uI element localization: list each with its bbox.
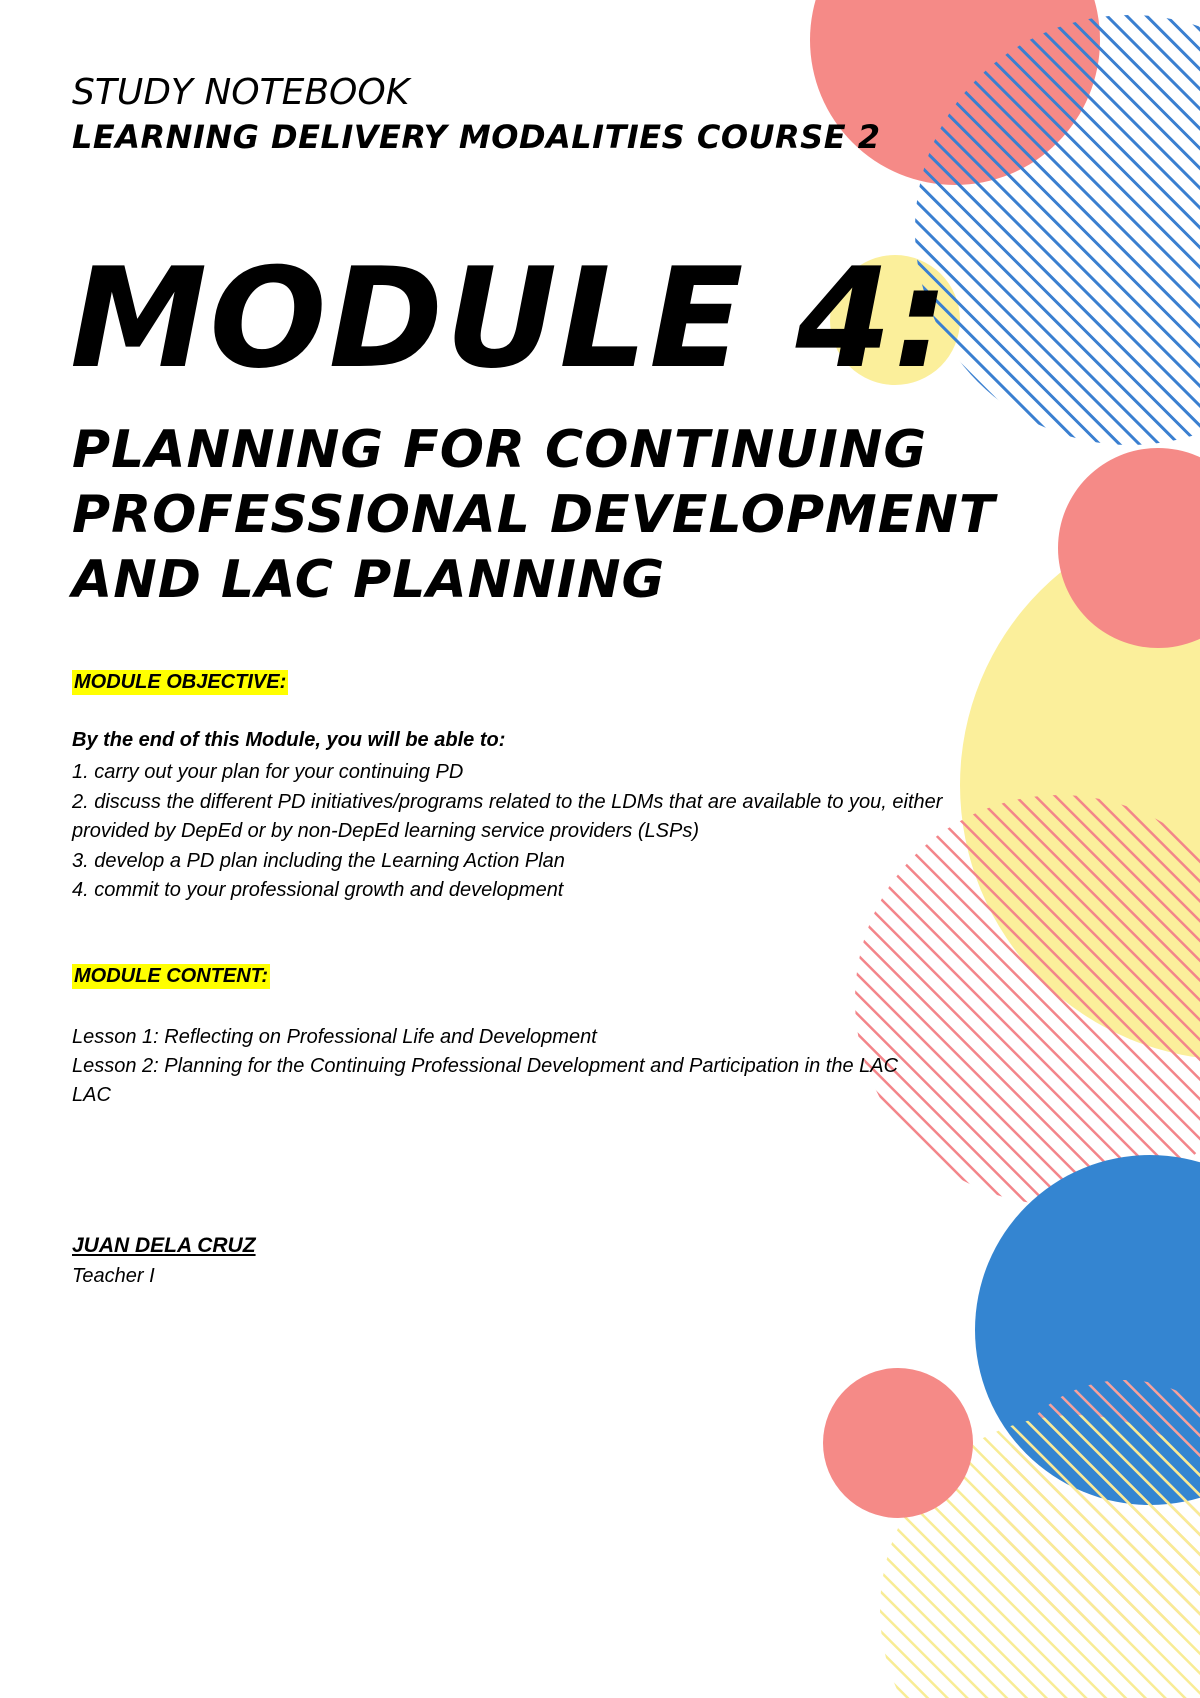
- notebook-label: STUDY NOTEBOOK: [72, 72, 410, 113]
- lesson-list: [72, 1023, 898, 1110]
- content-heading: MODULE CONTENT:: [74, 965, 269, 987]
- list-item: 4. commit to your professional growth and development: [72, 879, 564, 901]
- list-item: 2. discuss the different PD initiatives/programs related to the LDMs that are available to you, either provided by DepEd or by non-DepEd learning service providers (LSPs): [72, 790, 943, 842]
- subtitle-line: AND LAC PLANNING: [72, 550, 666, 610]
- author-name: JUAN DELA CRUZ: [72, 1234, 256, 1257]
- list-item: Lesson 1: Reflecting on Professional Life and Development: [72, 1026, 597, 1048]
- list-item: Lesson 2: Planning for the Continuing Professional Development and Participation in the LAC: [72, 1055, 899, 1077]
- author-role: Teacher I: [72, 1265, 155, 1287]
- objective-list: [72, 758, 952, 906]
- subtitle-line: PLANNING FOR CONTINUING: [72, 420, 928, 480]
- list-item: 3. develop a PD plan including the Learning Action Plan: [72, 849, 565, 872]
- list-item: 1. carry out your plan for your continuing PD: [72, 761, 464, 783]
- course-title: LEARNING DELIVERY MODALITIES COURSE 2: [72, 118, 881, 156]
- objective-heading: MODULE OBJECTIVE:: [74, 671, 287, 693]
- module-subtitle: [72, 418, 995, 613]
- list-item: LAC: [72, 1084, 111, 1106]
- module-title: MODULE 4:: [70, 238, 951, 399]
- objective-intro: By the end of this Module, you will be able to:: [72, 729, 506, 751]
- subtitle-line: PROFESSIONAL DEVELOPMENT: [72, 485, 996, 545]
